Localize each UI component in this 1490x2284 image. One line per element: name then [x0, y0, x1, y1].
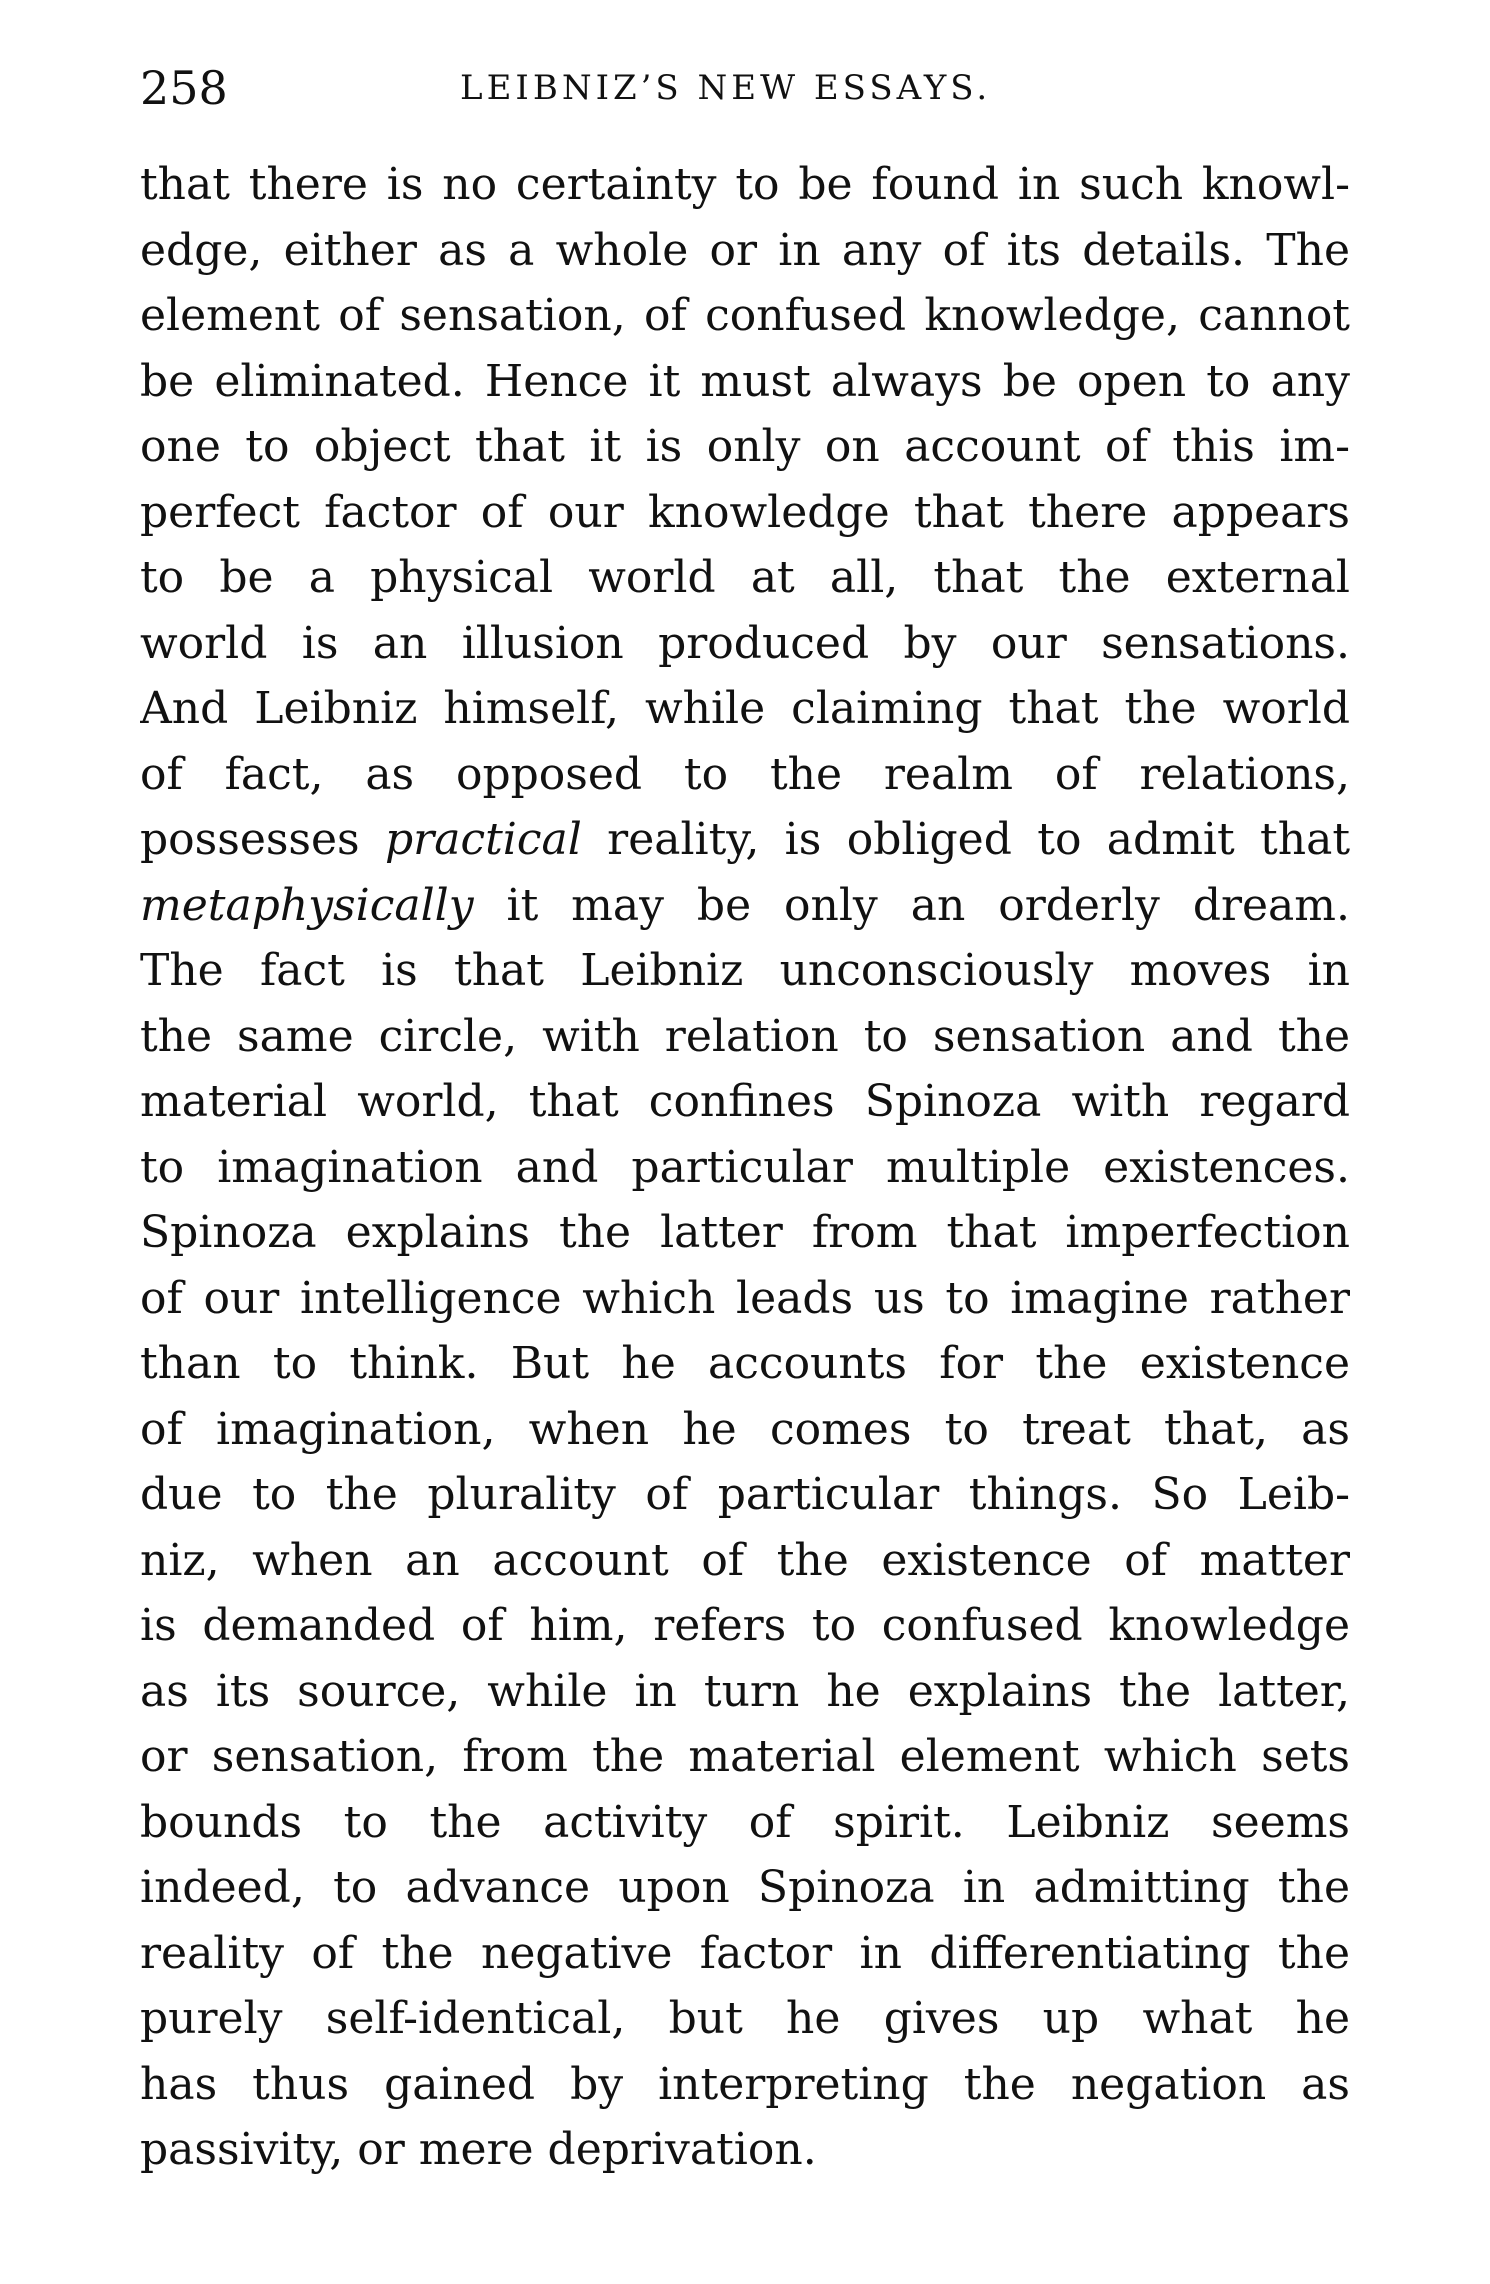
text-line: or sensation, from the material element which sets: [140, 1731, 1350, 1782]
running-title: LEIBNIZ’S NEW ESSAYS.: [460, 68, 992, 108]
text-line: of our intelligence which leads us to imagine rather: [140, 1272, 1350, 1324]
text-line: Spinoza explains the latter from that imperfection: [140, 1207, 1350, 1258]
running-head: [140, 58, 1350, 118]
text-line: perfect factor of our knowledge that there appears: [140, 486, 1350, 538]
text-line: as its source, while in turn he explains the latter,: [140, 1665, 1350, 1717]
text-run: reality, is obliged to admit that: [581, 814, 1350, 865]
text-line: niz, when an account of the existence of matter: [140, 1534, 1350, 1586]
text-line: is demanded of him, refers to confused knowledge: [140, 1600, 1350, 1651]
text-line: one to object that it is only on account of this im-: [140, 421, 1350, 472]
text-run: possesses: [140, 814, 386, 865]
text-line: [140, 873, 1350, 939]
text-line: And Leibniz himself, while claiming that the world: [140, 683, 1350, 734]
text-line: that there is no certainty to be found in such knowl-: [140, 159, 1350, 210]
text-line: purely self-identical, but he gives up what he: [140, 1993, 1350, 2044]
text-line: element of sensation, of confused knowledge, cannot: [140, 290, 1350, 341]
text-line: to imagination and particular multiple existences.: [140, 1141, 1350, 1193]
page-number: 258: [140, 61, 228, 115]
text-line: indeed, to advance upon Spinoza in admitting the: [140, 1862, 1350, 1913]
text-line: than to think. But he accounts for the existence: [140, 1338, 1350, 1389]
text-line: [140, 807, 1350, 873]
body-paragraph: [140, 152, 1350, 2183]
text-line: passivity, or mere deprivation.: [140, 2124, 817, 2175]
text-line: bounds to the activity of spirit. Leibniz seems: [140, 1796, 1350, 1848]
text-line: of fact, as opposed to the realm of relations,: [140, 748, 1350, 800]
text-line: world is an illusion produced by our sensations.: [140, 617, 1350, 669]
text-line: due to the plurality of particular things. So Leib-: [140, 1469, 1350, 1520]
text-line: of imagination, when he comes to treat that, as: [140, 1403, 1350, 1455]
text-line: edge, either as a whole or in any of its details. The: [140, 224, 1350, 276]
text-run: it may be only an orderly dream.: [473, 879, 1350, 931]
text-line: material world, that confines Spinoza with regard: [140, 1076, 1350, 1127]
text-line: to be a physical world at all, that the external: [140, 552, 1350, 603]
text-line: the same circle, with relation to sensation and the: [140, 1010, 1350, 1062]
text-line: has thus gained by interpreting the negation as: [140, 2058, 1350, 2110]
italic-text-practical: practical: [385, 814, 582, 865]
text-line: The fact is that Leibniz unconsciously moves in: [140, 945, 1350, 996]
text-line: be eliminated. Hence it must always be open to any: [140, 355, 1350, 407]
text-line: reality of the negative factor in differentiating the: [140, 1927, 1350, 1979]
italic-text-metaphysically: metaphysically: [140, 879, 474, 931]
